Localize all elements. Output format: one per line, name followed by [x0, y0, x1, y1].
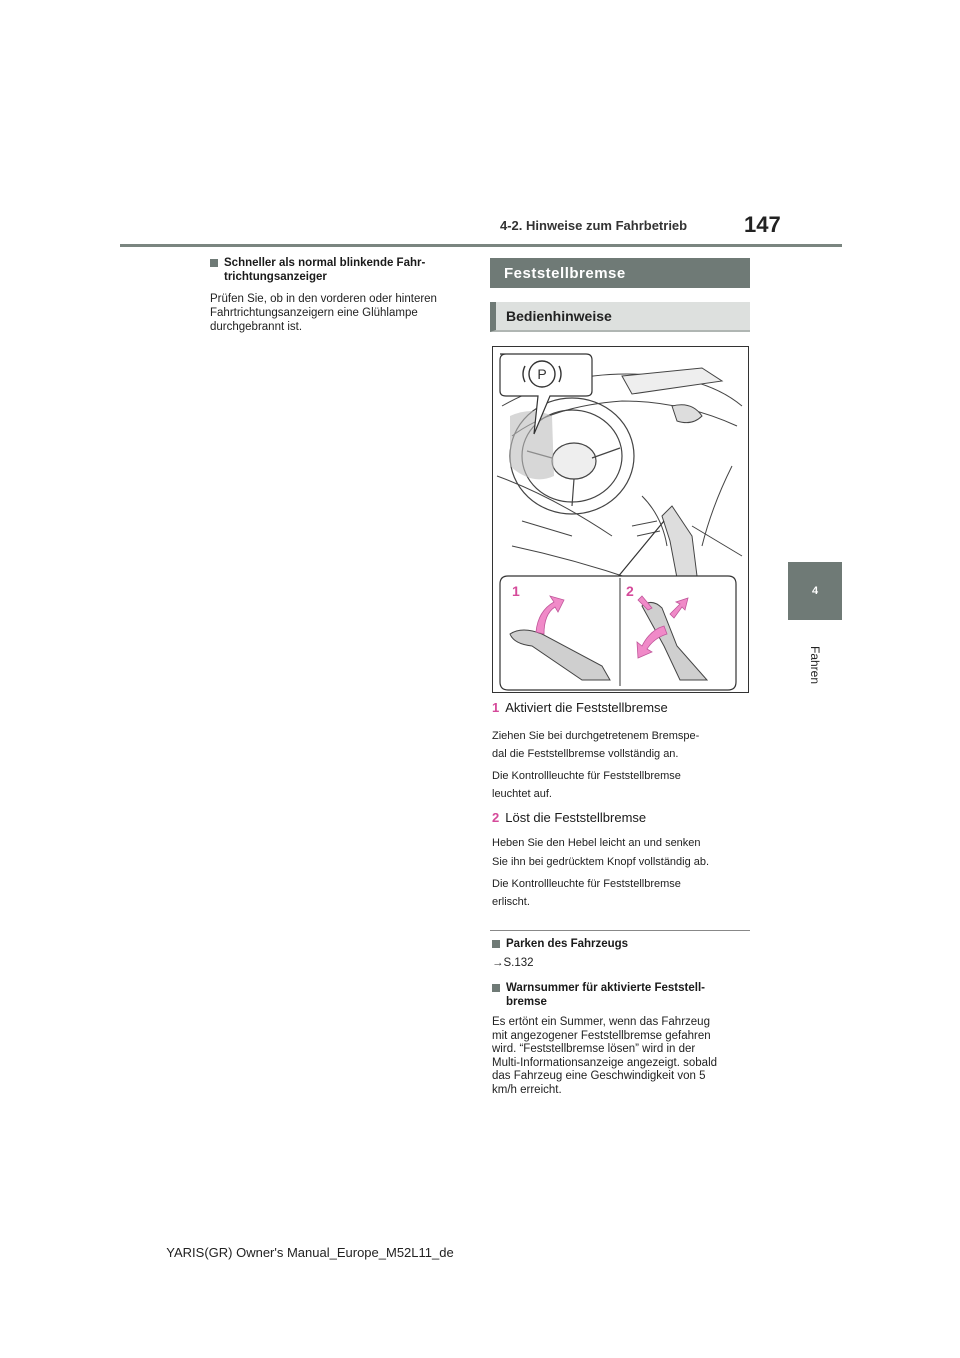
- step-label: Aktiviert die Feststellbremse: [505, 700, 668, 715]
- heading-line: Schneller als normal blinkende Fahr-: [224, 257, 426, 269]
- square-bullet-icon: [210, 259, 218, 267]
- figure-label-2: 2: [626, 583, 634, 599]
- section-label: 4-2. Hinweise zum Fahrbetrieb: [500, 218, 688, 233]
- page-number: 147: [744, 212, 781, 237]
- subsection-title: Bedienhinweise: [490, 302, 750, 332]
- text-line: das Fahrzeug eine Geschwindigkeit von 5: [492, 1070, 706, 1083]
- step-1-text: dal die Feststellbremse vollständig an.: [492, 748, 679, 760]
- step-label: Löst die Feststellbremse: [505, 810, 647, 825]
- step-number: 2: [492, 810, 500, 825]
- divider: [490, 930, 750, 931]
- step-1-text: leuchtet auf.: [492, 788, 552, 800]
- text-line: mit angezogener Feststellbremse gefahren: [492, 1029, 711, 1042]
- lever-detail-callout: [500, 576, 736, 690]
- note-heading-parking: [492, 937, 750, 951]
- text-line: km/h erreicht.: [492, 1083, 562, 1096]
- parking-brake-illustration: [492, 346, 749, 693]
- text-line: durchgebrannt ist.: [210, 321, 303, 333]
- heading-line: trichtungsanzeiger: [224, 271, 327, 283]
- text-line: Multi-Informationsanzeige angezeigt. sobald: [492, 1056, 718, 1069]
- heading-text: Parken des Fahrzeugs: [506, 938, 629, 950]
- text-line: Fahrtrichtungsanzeigern eine Glühlampe: [210, 307, 418, 319]
- note-heading-warning-buzzer: [492, 981, 750, 1009]
- square-bullet-icon: [492, 984, 500, 992]
- step-1-text: Ziehen Sie bei durchgetretenem Bremspe-: [492, 730, 700, 742]
- step-1-text: Die Kontrollleuchte für Feststellbremse: [492, 770, 681, 782]
- step-number: 1: [492, 700, 500, 715]
- step-1-heading: [492, 700, 668, 715]
- figure-label-1: 1: [512, 583, 520, 599]
- note-text-warning-buzzer: [492, 1016, 750, 1098]
- heading-line: Warnsummer für aktivierte Feststell-: [506, 982, 705, 994]
- step-2-heading: [492, 810, 646, 825]
- note-heading-turn-signals: [210, 256, 468, 284]
- heading-line: bremse: [506, 996, 547, 1008]
- text-line: Es ertönt ein Summer, wenn das Fahrzeug: [492, 1016, 710, 1028]
- footer-text: YARIS(GR) Owner's Manual_Europe_M52L11_de: [166, 1245, 454, 1260]
- step-2-text: erlischt.: [492, 896, 530, 908]
- left-column: [210, 256, 468, 334]
- page-reference-link[interactable]: →S.132: [492, 957, 534, 969]
- note-text-turn-signals: [210, 292, 468, 334]
- header-rule: [120, 244, 842, 247]
- text-line: wird. “Feststellbremse lösen” wird in der: [492, 1043, 696, 1056]
- step-2-text: Sie ihn bei gedrücktem Knopf vollständig ab.: [492, 856, 710, 868]
- chapter-tab: 4: [788, 562, 842, 620]
- step-2-text: Die Kontrollleuchte für Feststellbremse: [492, 878, 681, 890]
- text-line: Prüfen Sie, ob in den vorderen oder hinteren: [210, 293, 437, 305]
- section-title: Feststellbremse: [490, 258, 750, 288]
- chapter-label: Fahren: [808, 645, 822, 685]
- switch-area-highlight: [510, 411, 554, 479]
- step-2-text: Heben Sie den Hebel leicht an und senken: [492, 837, 701, 849]
- p-symbol-label: P: [537, 366, 547, 382]
- square-bullet-icon: [492, 940, 500, 948]
